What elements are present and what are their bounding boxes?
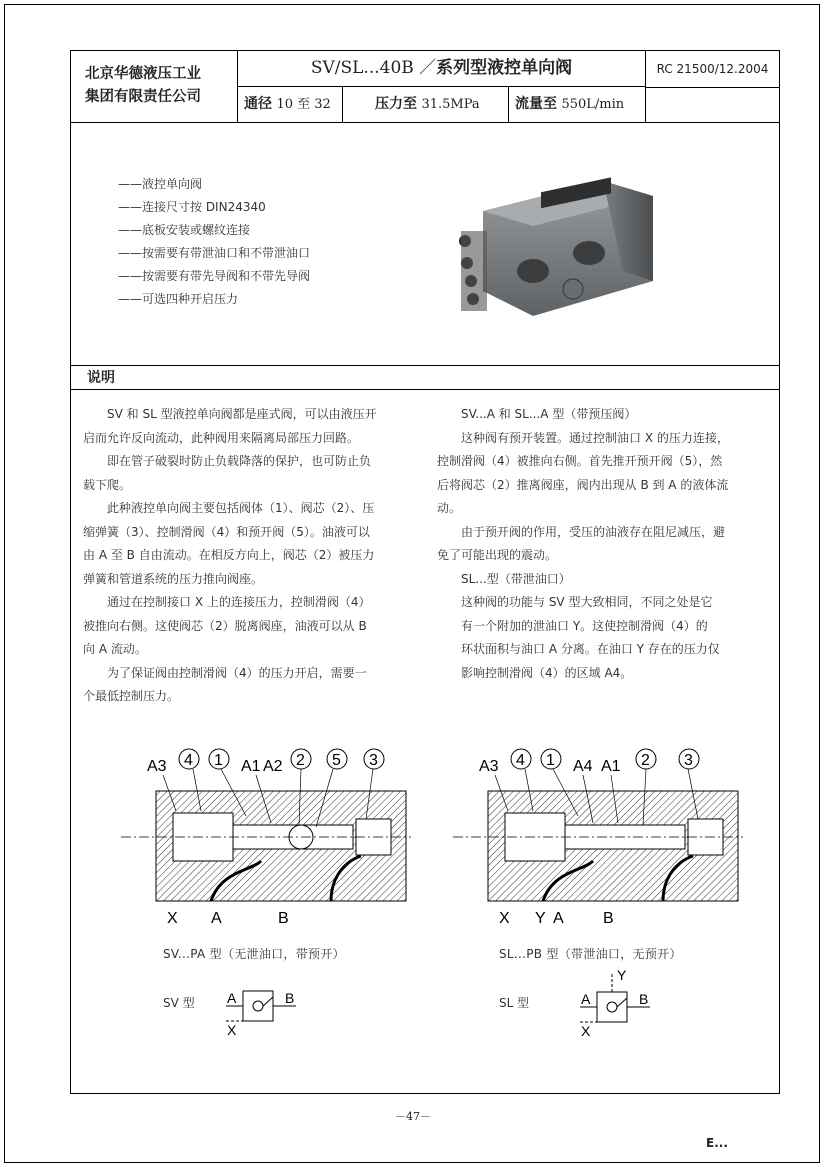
paragraph-line: 动。 <box>437 501 462 515</box>
spec-pressure <box>343 87 509 122</box>
caption-sl: SL...PB 型（带泄油口，无预开） <box>499 947 682 961</box>
paragraph-line: 这种阀的功能与 SV 型大致相同，不同之处是它 <box>437 595 713 609</box>
label-5: 5 <box>332 752 341 769</box>
label-4: 4 <box>516 752 525 769</box>
sym-port-B: B <box>285 990 295 1006</box>
paragraph-line: SV 和 SL 型液控单向阀都是座式阀，可以由液压开 <box>83 407 377 421</box>
caption-sv: SV...PA 型（无泄油口，带预开） <box>163 947 345 961</box>
feature-item: ——按需要有带泄油口和不带泄油口 <box>118 246 311 260</box>
paragraph-line: 由于预开阀的作用，受压的油液存在阻尼减压，避 <box>437 524 726 539</box>
label-A3: A3 <box>479 758 499 775</box>
paragraph-line: 通过在控制接口 X 上的连接压力，控制滑阀（4） <box>83 595 371 609</box>
feature-item: ——按需要有带先导阀和不带先导阀 <box>118 269 311 283</box>
paragraph-line: 控制滑阀（4）被推向右侧。首先推开预开阀（5），然 <box>437 454 723 468</box>
port-X: X <box>499 910 510 927</box>
label-A2: A2 <box>263 758 283 775</box>
label-1: 1 <box>214 752 223 769</box>
paragraph-line: 此种液控单向阀主要包括阀体（1）、阀芯（2）、压 <box>83 501 375 515</box>
port-A: A <box>211 910 222 927</box>
document-frame <box>70 50 780 1094</box>
title-separator: ／ <box>419 58 437 78</box>
spec-flow-label: 流量至 <box>515 96 557 112</box>
sym-port-X: X <box>581 1023 591 1038</box>
spec-bore-label: 通径 <box>244 96 272 112</box>
sym-port-A: A <box>581 991 591 1007</box>
description-left <box>83 403 423 709</box>
spec-bore <box>238 87 343 122</box>
feature-item: ——底板安装或螺纹连接 <box>118 223 251 237</box>
sl-hydraulic-symbol <box>575 966 665 1038</box>
spec-pressure-value: 31.5MPa <box>421 97 480 112</box>
paragraph-line: SV...A 和 SL...A 型（带预压阀） <box>437 407 637 421</box>
feature-item: ——液控单向阀 <box>118 177 203 191</box>
company-line-1: 北京华德液压工业 <box>85 66 201 82</box>
paragraph-line: 由 A 至 B 自由流动。在相反方向上，阀芯（2）被压力 <box>83 548 375 562</box>
paragraph-line: 弹簧和管道系统的压力推向阀座。 <box>83 571 264 586</box>
doc-code: RC 21500/12.2004 <box>646 51 779 88</box>
spec-flow <box>509 87 646 122</box>
label-2: 2 <box>641 752 650 769</box>
corner-mark: E... <box>706 1136 728 1150</box>
symbol-label-sl: SL 型 <box>499 996 530 1010</box>
paragraph-line: 有一个附加的泄油口 Y。这使控制滑阀（4）的 <box>437 618 708 633</box>
feature-list <box>118 173 310 311</box>
port-B: B <box>278 910 289 927</box>
label-3: 3 <box>684 752 693 769</box>
port-A: A <box>553 910 564 927</box>
port-B: B <box>603 910 614 927</box>
feature-item: ——连接尺寸按 DIN24340 <box>118 200 266 214</box>
label-A1: A1 <box>601 758 621 775</box>
paragraph-line: 后将阀芯（2）推离阀座，阀内出现从 B 到 A 的液体流 <box>437 477 729 492</box>
paragraph-line: 缩弹簧（3）、控制滑阀（4）和预开阀（5）。油液可以 <box>83 524 370 539</box>
doc-title <box>238 51 646 87</box>
spec-pressure-label: 压力至 <box>375 96 417 112</box>
symbol-label-sv: SV 型 <box>163 996 195 1010</box>
paragraph-line: 影响控制滑阀（4）的区域 A4。 <box>437 665 633 680</box>
sl-section-diagram <box>443 741 753 931</box>
paragraph-line: 这种阀有预开装置。通过控制油口 X 的压力连接， <box>437 430 729 445</box>
sv-section-diagram <box>111 741 421 931</box>
sym-port-A: A <box>227 990 237 1006</box>
paragraph-line: 即在管子破裂时防止负载降落的保护，也可防止负 <box>83 454 372 468</box>
spec-bore-value: 10 至 32 <box>276 97 331 112</box>
label-4: 4 <box>184 752 193 769</box>
sv-hydraulic-symbol <box>221 981 311 1036</box>
sym-port-X: X <box>227 1022 237 1036</box>
paragraph-line: SL...型（带泄油口） <box>437 571 571 586</box>
description-right <box>437 403 777 685</box>
title-name: 系列型液控单向阀 <box>436 58 573 78</box>
company-line-2: 集团有限责任公司 <box>85 89 201 105</box>
paragraph-line: 为了保证阀由控制滑阀（4）的压力开启，需要一 <box>83 665 367 680</box>
paragraph-line: 免了可能出现的震动。 <box>437 548 558 562</box>
label-1: 1 <box>546 752 555 769</box>
paragraph-line: 个最低控制压力。 <box>83 689 180 703</box>
label-A3: A3 <box>147 758 167 775</box>
paragraph-line: 被推向右侧。这使阀芯（2）脱离阀座，油液可以从 B <box>83 618 367 633</box>
page-number: －47－ <box>395 1110 431 1123</box>
feature-item: ——可选四种开启压力 <box>118 292 239 306</box>
section-title: 说明 <box>71 365 779 390</box>
title-model: SV/SL...40B <box>310 58 414 78</box>
company-name <box>71 51 238 122</box>
label-A4: A4 <box>573 758 593 775</box>
paragraph-line: 载下爬。 <box>83 477 132 492</box>
paragraph-line: 环状面积与油口 A 分离。在油口 Y 存在的压力仅 <box>437 642 720 656</box>
label-3: 3 <box>369 752 378 769</box>
label-A1: A1 <box>241 758 261 775</box>
paragraph-line: 启而允许反向流动，此种阀用来隔离局部压力回路。 <box>83 430 360 445</box>
header-table <box>71 51 779 123</box>
port-Y: Y <box>535 910 546 927</box>
sym-port-B: B <box>639 991 649 1007</box>
label-2: 2 <box>296 752 305 769</box>
spec-flow-value: 550L/min <box>561 97 625 112</box>
valve-photo <box>453 171 663 321</box>
paragraph-line: 向 A 流动。 <box>83 642 147 656</box>
port-X: X <box>167 910 178 927</box>
sym-port-Y: Y <box>617 967 627 983</box>
